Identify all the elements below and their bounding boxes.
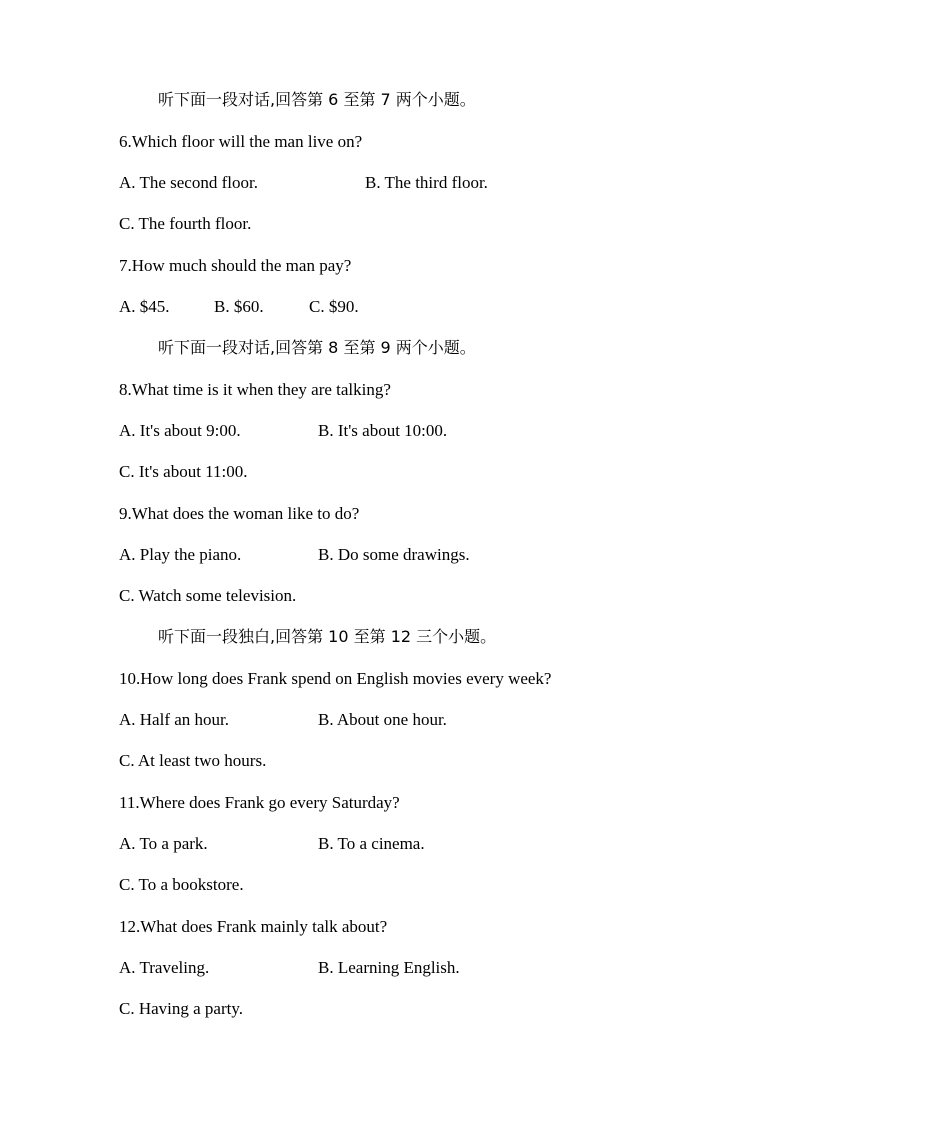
question-stem: 10.How long does Frank spend on English movies every week? <box>119 669 552 688</box>
section-instruction: 听下面一段独白,回答第 10 至第 12 三个小题。 <box>158 627 497 646</box>
option-b: B. The third floor. <box>365 173 488 192</box>
option-b: B. To a cinema. <box>318 834 425 853</box>
option-b: B. It's about 10:00. <box>318 421 448 440</box>
option-a: A. To a park. <box>119 834 208 853</box>
option-b: B. $60. <box>214 297 264 316</box>
option-c: C. Watch some television. <box>119 586 297 605</box>
option-a: A. $45. <box>119 297 170 316</box>
question-stem: 7.How much should the man pay? <box>119 256 352 275</box>
option-c: C. The fourth floor. <box>119 214 252 233</box>
question-stem: 8.What time is it when they are talking? <box>119 380 391 399</box>
option-b: B. Do some drawings. <box>318 545 470 564</box>
option-c: C. It's about 11:00. <box>119 462 248 481</box>
question-stem: 9.What does the woman like to do? <box>119 504 360 523</box>
option-c: C. To a bookstore. <box>119 875 244 894</box>
option-a: A. Half an hour. <box>119 710 230 729</box>
question-stem: 11.Where does Frank go every Saturday? <box>119 793 400 812</box>
option-b: B. About one hour. <box>318 710 447 729</box>
option-c: C. At least two hours. <box>119 751 267 770</box>
option-c: C. Having a party. <box>119 999 244 1018</box>
option-a: A. Play the piano. <box>119 545 242 564</box>
section-instruction: 听下面一段对话,回答第 6 至第 7 两个小题。 <box>158 90 476 109</box>
question-stem: 6.Which floor will the man live on? <box>119 132 363 151</box>
option-b: B. Learning English. <box>318 958 460 977</box>
option-c: C. $90. <box>309 297 359 316</box>
option-a: A. The second floor. <box>119 173 258 192</box>
section-instruction: 听下面一段对话,回答第 8 至第 9 两个小题。 <box>158 338 476 357</box>
option-a: A. It's about 9:00. <box>119 421 241 440</box>
question-stem: 12.What does Frank mainly talk about? <box>119 917 388 936</box>
option-a: A. Traveling. <box>119 958 210 977</box>
